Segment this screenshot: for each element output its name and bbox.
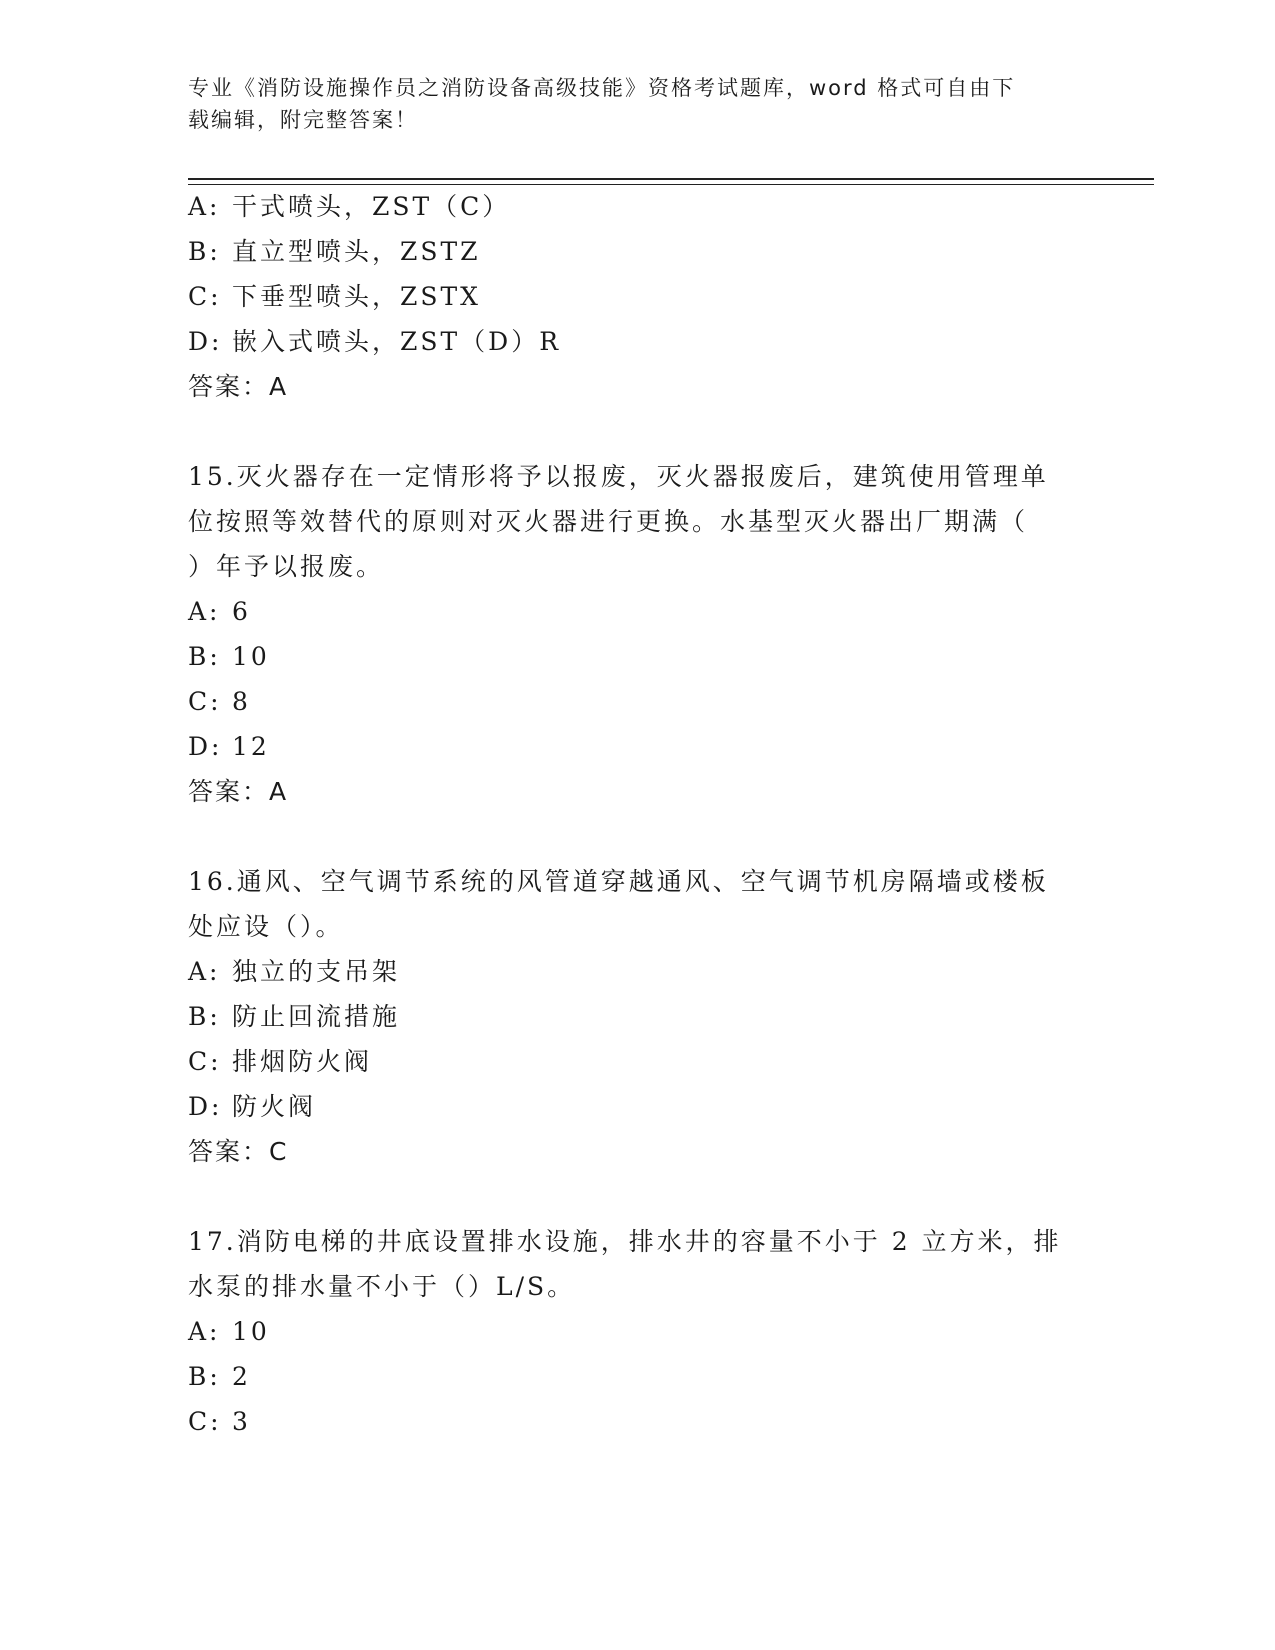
q17-option-c — [188, 1405, 251, 1439]
option-text: 12 — [232, 732, 270, 761]
q15-stem-line-1: 15.灭火器存在一定情形将予以报废，灭火器报废后，建筑使用管理单 — [188, 462, 1049, 491]
q16-option-a — [188, 955, 400, 989]
q16-answer: 答案：C — [188, 1137, 289, 1166]
option-label: A: — [188, 597, 221, 626]
option-text: 直立型喷头，ZSTZ — [232, 237, 481, 266]
option-label: C: — [188, 282, 222, 311]
q17-option-a — [188, 1315, 270, 1349]
option-text: 下垂型喷头，ZSTX — [232, 282, 481, 311]
q16-option-c — [188, 1045, 372, 1079]
option-label: D: — [188, 1092, 223, 1121]
option-text: 2 — [232, 1362, 251, 1391]
q15-option-a — [188, 595, 251, 629]
option-label: B: — [188, 642, 221, 671]
q14-option-b — [188, 235, 481, 269]
document-header — [188, 72, 1068, 136]
q16-stem-line-1: 16.通风、空气调节系统的风管道穿越通风、空气调节机房隔墙或楼板 — [188, 867, 1049, 896]
option-label: D: — [188, 732, 223, 761]
option-text: 6 — [232, 597, 251, 626]
option-text: 10 — [232, 1317, 270, 1346]
q15-stem-line-3: ）年予以报废。 — [188, 552, 385, 581]
option-label: C: — [188, 1407, 222, 1436]
q15-option-c — [188, 685, 251, 719]
header-line-1: 专业《消防设施操作员之消防设备高级技能》资格考试题库，word 格式可自由下 — [188, 76, 1016, 100]
option-label: D: — [188, 327, 223, 356]
q17-option-b — [188, 1360, 251, 1394]
q15-option-b — [188, 640, 270, 674]
header-line-2: 载编辑，附完整答案！ — [188, 108, 418, 132]
header-divider-thin — [188, 184, 1154, 185]
option-label: A: — [188, 192, 221, 221]
option-text: 排烟防火阀 — [232, 1047, 373, 1076]
q16-option-d — [188, 1090, 316, 1124]
option-text: 3 — [232, 1407, 251, 1436]
q15-answer: 答案：A — [188, 777, 289, 806]
option-label: B: — [188, 1362, 221, 1391]
option-label: B: — [188, 1002, 221, 1031]
q15-stem-line-2: 位按照等效替代的原则对灭火器进行更换。水基型灭火器出厂期满（ — [188, 507, 1029, 536]
option-text: 独立的支吊架 — [232, 957, 401, 986]
q17-stem-line-2: 水泵的排水量不小于（）L/S。 — [188, 1272, 576, 1301]
option-text: 防火阀 — [232, 1092, 317, 1121]
q14-answer: 答案：A — [188, 372, 289, 401]
q16-stem-line-2: 处应设（）。 — [188, 912, 344, 941]
q16-option-b — [188, 1000, 400, 1034]
q15-option-d — [188, 730, 270, 764]
option-label: A: — [188, 957, 221, 986]
option-text: 8 — [232, 687, 251, 716]
q14-option-a — [188, 190, 510, 224]
option-text: 嵌入式喷头，ZST（D）R — [232, 327, 562, 356]
option-label: A: — [188, 1317, 221, 1346]
q14-option-c — [188, 280, 481, 314]
option-label: C: — [188, 687, 222, 716]
q17-stem-line-1: 17.消防电梯的井底设置排水设施，排水井的容量不小于 2 立方米，排 — [188, 1227, 1062, 1256]
q14-option-d — [188, 325, 561, 359]
option-label: C: — [188, 1047, 222, 1076]
header-divider-thick — [188, 178, 1154, 180]
option-text: 干式喷头，ZST（C） — [232, 192, 511, 221]
option-text: 10 — [232, 642, 270, 671]
option-label: B: — [188, 237, 221, 266]
option-text: 防止回流措施 — [232, 1002, 401, 1031]
